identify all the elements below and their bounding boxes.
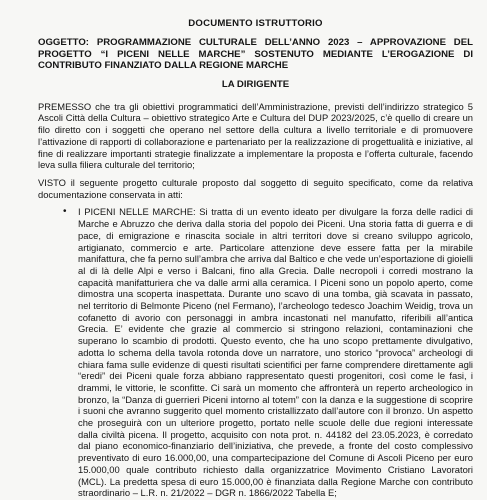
project-list: [38, 206, 473, 499]
document-title: DOCUMENTO ISTRUTTORIO: [188, 18, 323, 29]
premesso-paragraph: PREMESSO che tra gli obiettivi programmatici dell’Amministrazione, previsti dell’indirizzo strategico 5 Ascoli Città della Cultura – obiettivo strategico Arte e Cultura del DUP 2023/2025, c’è quello di creare un filo diretto con i soggetti che operano nel settore della cultura a livello territoriale e di promuovere l’attivazione di rapporti di collaborazione e partenariato per la realizzazione di progettualità e iniziative, al fine di realizzare importanti strategie finalizzate a implementare la proposta e l’offerta culturale, facendo leva sulla filiera culturale del territorio;: [38, 100, 473, 171]
subject-heading: OGGETTO: PROGRAMMAZIONE CULTURALE DELL’ANNO 2023 – APPROVAZIONE DEL PROGETTO “I PICENI NELLE MARCHE” SOSTENUTO MEDIANTE L’EROGAZIONE DI CONTRIBUTO FINANZIATO DALLA REGIONE MARCHE: [38, 37, 473, 72]
visto-paragraph: VISTO il seguente progetto culturale proposto dal soggetto di seguito specificato, come da relativa documentazione conservata in atti:: [38, 177, 473, 200]
list-item: [63, 206, 474, 499]
signatory-heading: LA DIRIGENTE: [221, 78, 290, 90]
list-item-text: I PICENI NELLE MARCHE: Si tratta di un evento ideato per divulgare la forza delle radici di Marche e Abruzzo che deriva dalla storia del popolo dei Piceni. Una storia fatta di guerra e di pace, di emigrazione e rinascita sociale in altri territori dove si creano sviluppo agricolo, artigianato, commercio e arte. Particolare attenzione deve essere fatta per la mirabile manifattura, che fa perno sull’ambra che arriva dal Baltico e che vede un’esportazione di gioielli al di là delle Alpi e verso i Balcani, fino alla Grecia. Dalle necropoli i corredi mostrano la capacità manifatturiera che va dalle armi alla ceramica. I Piceni sono un popolo aperto, come dimostra una scoperta inaspettata. Durante uno scavo di una tomba, già scavata in passato, nel territorio di Belmonte Piceno (nel Fermano), l’archeologo tedesco Joachim Weidig, trova un cofanetto di avorio con personaggi in ambra incastonati nel manufatto, riferibili all’antica Grecia. E’ evidente che grazie al commercio si stringono relazioni, contaminazioni che superano lo scambio di prodotti. Questo evento, che ha uno scopo prettamente divulgativo, adotta lo schema della tavola rotonda dove un narratore, uno storico “provoca” archeologi di chiara fama sulle evidenze di questi risultati scientifici per farne comprendere direttamente agli “eredi” dei Piceni quale forza abbiano rappresentato questi progenitori, così come le fasi, i drammi, le vittorie, le sconfitte. Ci sarà un momento che affronterà un reperto archeologico in bronzo, la “Danza di guerrieri Piceni intorno al totem” con la danza e la suggestione di scoprire i suoni che avranno suggerito quel momento cristallizzato dall’autore con il bronzo. Un aspetto che proseguirà con un ulteriore progetto, portato nelle scuole delle due regioni interessate dalla civiltà picena. Il progetto, acquisito con nota prot. n. 44182 del 23.05.2023, è corredato dal piano economico-finanziario dell’iniziativa, che prevede, a fronte del costo complessivo preventivato di euro 16.000,00, una compartecipazione del Comune di Ascoli Piceno per euro 15.000,00 quale contributo richiesto dalla organizzatrice Movimento Cristiano Lavoratori (MCL). La predetta spesa di euro 15.000,00 è finanziata dalla Regione Marche con contributo straordinario – L.R. n. 21/2022 – DGR n. 1866/2022 Tabella E;: [78, 206, 474, 499]
bullet-icon: •: [63, 206, 67, 218]
